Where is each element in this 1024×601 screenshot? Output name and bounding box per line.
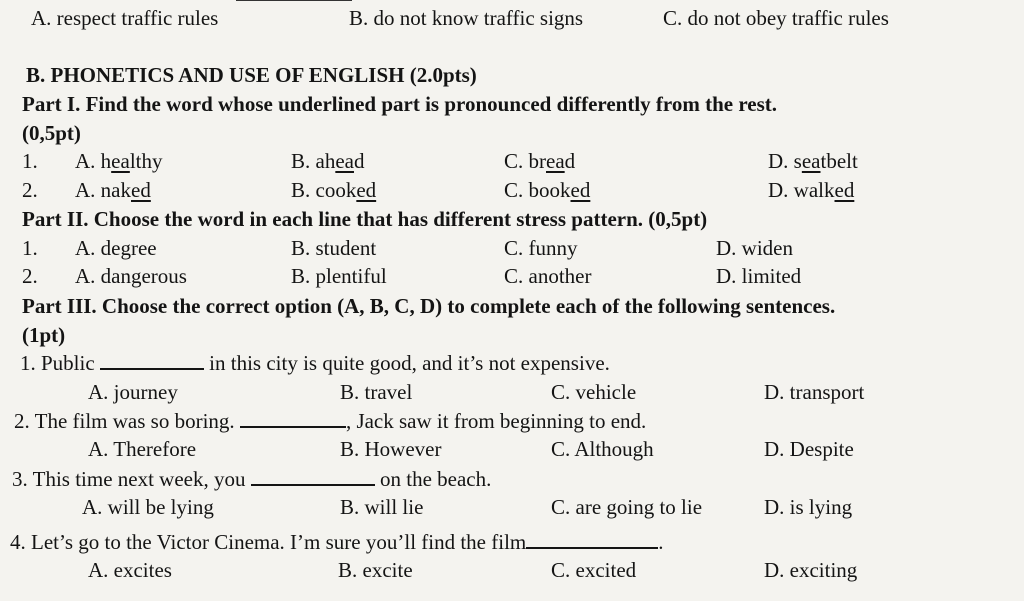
option-b: B. travel <box>340 380 413 404</box>
part3-points-row <box>0 323 1024 352</box>
answer-blank <box>251 470 375 486</box>
part3-q4-stem-row <box>0 530 1024 559</box>
option-c: C. booked <box>504 178 591 202</box>
part3-points: (1pt) <box>22 323 66 347</box>
part3-q3-options-row <box>0 495 1024 524</box>
option-c: C. Although <box>551 437 654 461</box>
question-number: 2. <box>22 264 38 288</box>
part2-instruction: Part II. Choose the word in each line that has different stress pattern. (0,5pt) <box>22 207 708 231</box>
question-stem: 1. Public in this city is quite good, and it’s not expensive. <box>20 351 610 375</box>
part1-points-row <box>0 121 1024 150</box>
part3-q1-stem-row <box>0 351 1024 380</box>
question-number: 1. <box>22 149 38 173</box>
part3-q4-options-row <box>0 558 1024 587</box>
option-d: D. walked <box>768 178 855 202</box>
part2-instruction-row <box>0 207 1024 236</box>
option-b: B. plentiful <box>291 264 387 288</box>
option-a: A. excites <box>88 558 172 582</box>
top-options-row <box>0 6 1024 35</box>
option-c: C. bread <box>504 149 576 173</box>
top-rule <box>236 0 352 2</box>
part1-q2-row <box>0 178 1024 207</box>
answer-blank <box>100 354 204 370</box>
part3-instruction: Part III. Choose the correct option (A, B, C, D) to complete each of the following sentences. <box>22 294 836 318</box>
option-b: B. ahead <box>291 149 365 173</box>
option-d: D. transport <box>764 380 865 404</box>
section-b-heading-row <box>0 63 1024 92</box>
option-d: D. seatbelt <box>768 149 858 173</box>
option-d: D. limited <box>716 264 802 288</box>
part1-instruction-row <box>0 92 1024 121</box>
question-number: 2. <box>22 178 38 202</box>
answer-blank <box>240 412 346 428</box>
part3-q2-stem-row <box>0 409 1024 438</box>
top-option-a: A. respect traffic rules <box>31 6 219 30</box>
part1-instruction: Part I. Find the word whose underlined part is pronounced differently from the rest. <box>22 92 778 116</box>
option-c: C. another <box>504 264 592 288</box>
option-a: A. dangerous <box>75 264 187 288</box>
option-d: D. widen <box>716 236 793 260</box>
option-c: C. vehicle <box>551 380 637 404</box>
option-a: A. naked <box>75 178 151 202</box>
option-b: B. will lie <box>340 495 424 519</box>
part2-q2-row <box>0 264 1024 293</box>
question-number: 1. <box>22 236 38 260</box>
section-b-title: B. PHONETICS AND USE OF ENGLISH (2.0pts) <box>26 63 477 87</box>
question-stem: 4. Let’s go to the Victor Cinema. I’m sure you’ll find the film . <box>10 530 664 554</box>
part1-points: (0,5pt) <box>22 121 81 145</box>
option-c: C. excited <box>551 558 637 582</box>
option-d: D. Despite <box>764 437 854 461</box>
option-d: D. is lying <box>764 495 853 519</box>
top-option-b: B. do not know traffic signs <box>349 6 584 30</box>
option-a: A. Therefore <box>88 437 197 461</box>
option-a: A. will be lying <box>82 495 214 519</box>
option-c: C. are going to lie <box>551 495 703 519</box>
option-a: A. journey <box>88 380 178 404</box>
answer-blank <box>526 533 658 549</box>
part3-instruction-row <box>0 294 1024 323</box>
option-a: A. healthy <box>75 149 163 173</box>
option-a: A. degree <box>75 236 157 260</box>
part1-q1-row <box>0 149 1024 178</box>
question-stem: 3. This time next week, you on the beach. <box>12 467 492 491</box>
part3-q1-options-row <box>0 380 1024 409</box>
option-d: D. exciting <box>764 558 858 582</box>
part2-q1-row <box>0 236 1024 265</box>
option-c: C. funny <box>504 236 578 260</box>
part3-q3-stem-row <box>0 467 1024 496</box>
part3-q2-options-row <box>0 437 1024 466</box>
option-b: B. student <box>291 236 377 260</box>
option-b: B. cooked <box>291 178 377 202</box>
option-b: B. excite <box>338 558 413 582</box>
option-b: B. However <box>340 437 442 461</box>
top-option-c: C. do not obey traffic rules <box>663 6 889 30</box>
question-stem: 2. The film was so boring. , Jack saw it from beginning to end. <box>14 409 647 433</box>
